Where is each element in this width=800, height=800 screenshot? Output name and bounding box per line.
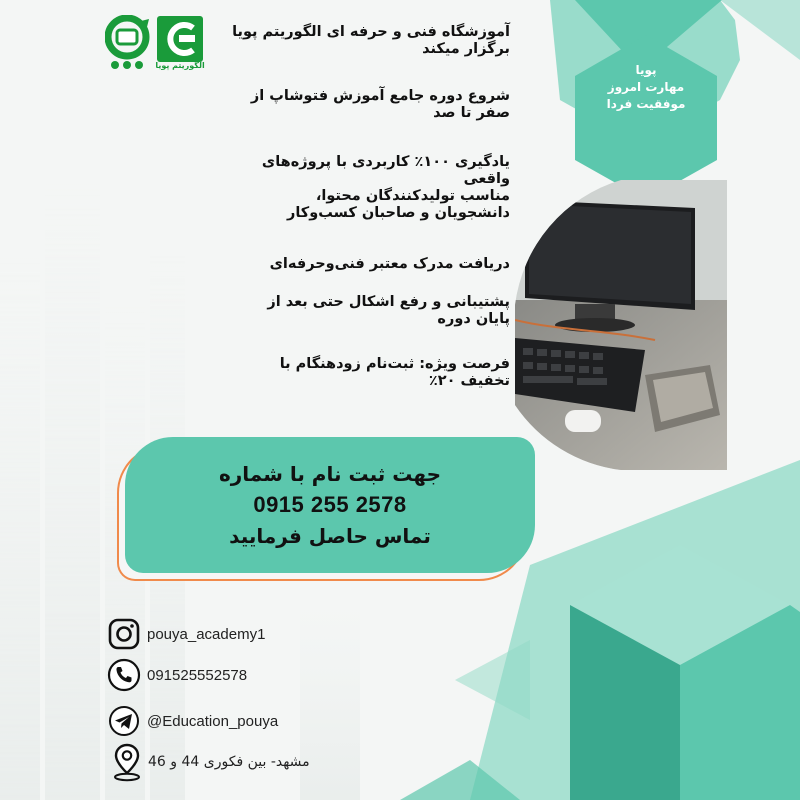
intro-line-1: آموزشگاه فنی و حرفه ای الگوریتم پویا: [232, 24, 510, 40]
feature-1-line-2: واقعی: [463, 171, 510, 187]
offer-line-1: فرصت ویژه: ثبت‌نام زودهنگام با: [279, 356, 510, 372]
pouya-circle-logo: [105, 15, 153, 71]
feature-1-line-4: دانشجویان و صاحبان کسب‌وکار: [287, 205, 510, 221]
feature-1-line-1: یادگیری ۱۰۰٪ کاربردی با پروژه‌های: [261, 154, 510, 170]
computer-desk-photo: [515, 180, 727, 470]
feature-3-line-1: پشتیبانی و رفع اشکال حتی بعد از: [267, 294, 510, 310]
feature-support: [190, 294, 510, 328]
cta-phone-number[interactable]: 0915 255 2578: [253, 492, 407, 517]
contact-telegram[interactable]: [107, 704, 278, 738]
special-offer: [190, 356, 510, 390]
cta-line-1: جهت ثبت نام با شماره: [218, 462, 442, 486]
instagram-handle[interactable]: pouya_academy1: [147, 625, 266, 643]
contact-instagram[interactable]: [107, 617, 265, 651]
feature-certificate: [190, 256, 510, 273]
registration-call-box: [125, 437, 535, 573]
intro-line-2: برگزار میکند: [422, 41, 510, 57]
feature-2-line: دریافت مدرک معتبر فنی‌وحرفه‌ای: [269, 256, 510, 272]
feature-practical: [190, 154, 510, 222]
course-title: [190, 88, 510, 122]
intro-header: [190, 24, 510, 58]
logo-brand-label: الگوریتم پویا: [155, 61, 205, 70]
course-title-line-2: صفر تا صد: [433, 105, 510, 121]
telegram-icon: [107, 704, 141, 738]
motto: [578, 62, 714, 113]
cta-line-3: تماس حاصل فرمایید: [229, 524, 431, 548]
instagram-icon: [107, 617, 141, 651]
contact-address: [112, 742, 310, 782]
address-text: مشهد- بین فکوری 44 و 46: [148, 754, 310, 770]
location-pin-icon: [112, 742, 142, 782]
telegram-handle[interactable]: @Education_pouya: [147, 712, 279, 730]
course-title-line-1: شروع دوره جامع آموزش فتوشاپ از: [250, 88, 510, 104]
motto-line-3: موفقیت فردا: [606, 97, 686, 111]
phone-number[interactable]: 091525552578: [147, 666, 248, 684]
offer-line-2: تخفیف ۲۰٪: [428, 373, 510, 389]
motto-line-1: پویا: [635, 63, 657, 77]
phone-icon: [107, 658, 141, 692]
feature-3-line-2: پایان دوره: [437, 311, 510, 327]
contact-phone[interactable]: [107, 658, 247, 692]
motto-line-2: مهارت امروز: [607, 80, 685, 94]
feature-1-line-3: مناسب تولیدکنندگان محتوا،: [315, 188, 510, 204]
